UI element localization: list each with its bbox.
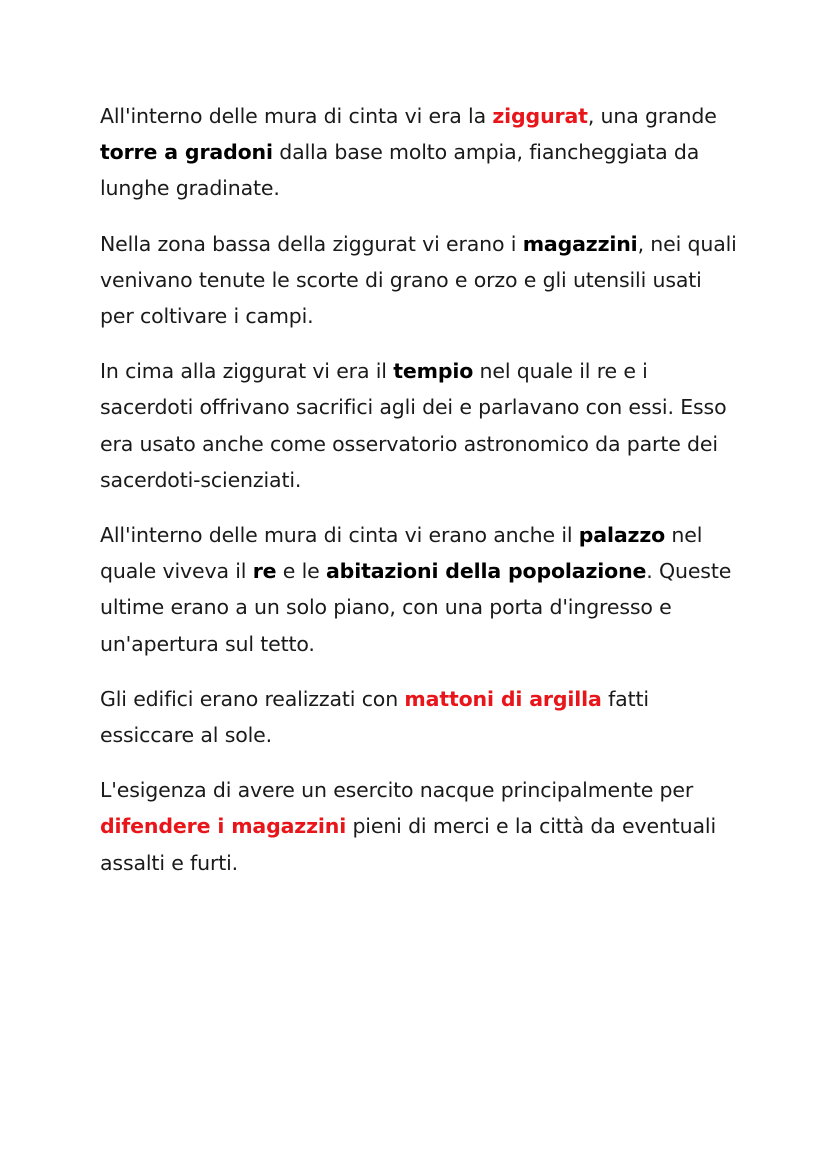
text-segment: All'interno delle mura di cinta vi era la (100, 104, 493, 128)
text-segment: In cima alla ziggurat vi era il (100, 359, 394, 384)
text-segment: e le (276, 559, 326, 584)
text-segment: nel quale viveva il (100, 523, 709, 584)
text-segment: dalla base molto ampia, fiancheggiata da lunghe gradinate. (100, 140, 706, 201)
highlight-difendere-i-magazzini: difendere i magazzini (100, 814, 347, 839)
text-segment: Gli edifici erano realizzati con (100, 686, 405, 711)
text-segment: Nella zona bassa della ziggurat vi erano i (100, 231, 523, 256)
text-segment: , nei quali venivano tenute le scorte di grano e orzo e gli utensili usati per coltivare i campi. (100, 231, 744, 329)
bold-abitazioni: abitazioni della popolazione (325, 559, 647, 584)
paragraph-esercito (100, 772, 740, 881)
paragraph-edifici (100, 681, 740, 753)
text-segment: fatti essiccare al sole. (100, 686, 656, 748)
paragraph-palazzo (100, 517, 740, 662)
text-segment: pieni di merci e la città da eventuali assalti e furti. (100, 814, 723, 875)
highlight-ziggurat: ziggurat (492, 104, 588, 128)
highlight-mattoni-di-argilla: mattoni di argilla (404, 686, 602, 711)
bold-re: re (252, 559, 277, 584)
text-segment: L'esigenza di avere un esercito nacque principalmente per (100, 778, 700, 803)
text-segment: nel quale il re e i sacerdoti offrivano sacrifici agli dei e parlavano con essi. Esso era usato anche come osservatorio astronomico da parte dei sacerdoti-scienziati. (100, 359, 733, 492)
bold-tempio: tempio (393, 359, 474, 384)
bold-magazzini: magazzini (522, 231, 638, 256)
document-body (100, 98, 744, 900)
text-segment: All'interno delle mura di cinta vi erano anche il (100, 523, 579, 548)
paragraph-magazzini (100, 226, 744, 335)
bold-palazzo: palazzo (578, 523, 666, 548)
bold-torre-a-gradoni: torre a gradoni (100, 140, 273, 165)
paragraph-tempio (100, 353, 740, 498)
text-segment: , una grande (587, 104, 724, 128)
paragraph-ziggurat (100, 98, 740, 207)
text-segment: . Queste ultime erano a un solo piano, con una porta d'ingresso e un'apertura sul tetto. (100, 559, 738, 656)
